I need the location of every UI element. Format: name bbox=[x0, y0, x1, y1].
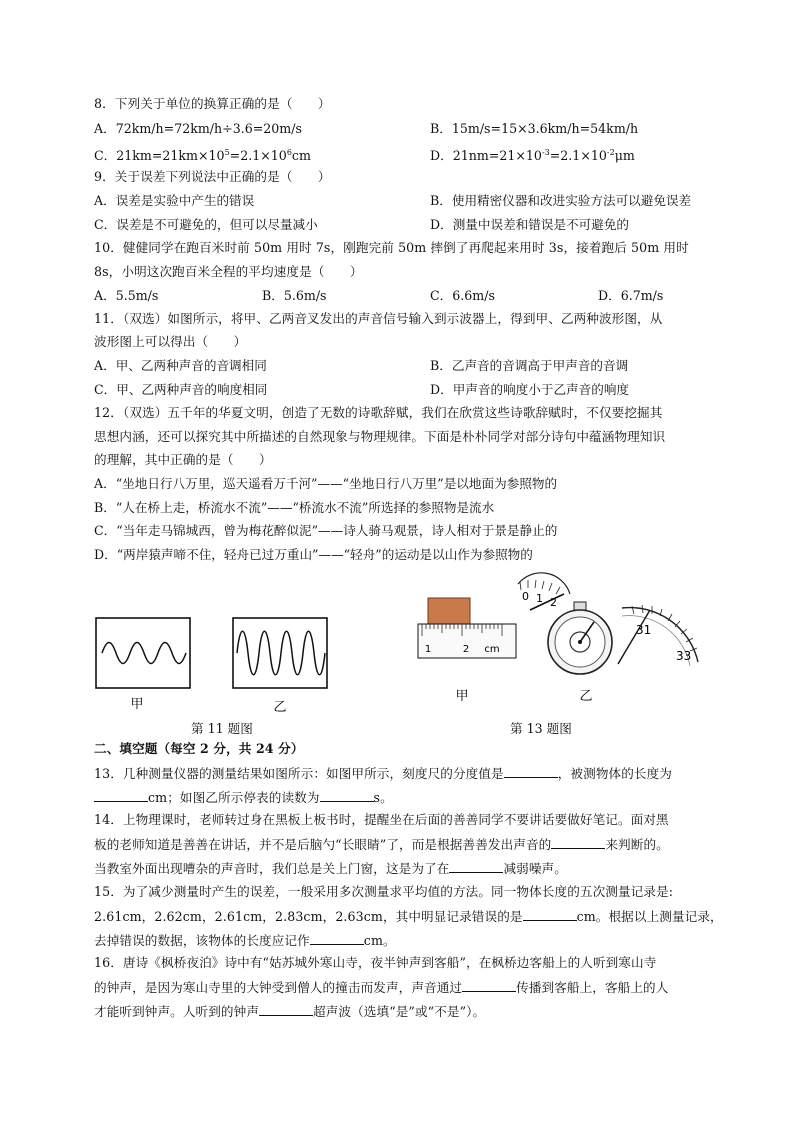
q16-blank-ultrasound[interactable] bbox=[259, 1003, 313, 1016]
q16-line3a: 才能听到钟声。人听到的钟声 bbox=[94, 1004, 260, 1019]
q14-line3b: 减弱噪声。 bbox=[503, 861, 567, 876]
q16-line2a: 的钟声，是因为寒山寺里的大钟受到僧人的撞击而发声，声音通过 bbox=[94, 980, 463, 995]
q15-line3b: cm。 bbox=[363, 933, 396, 948]
q9-stem: 9．关于误差下列说法中正确的是（ ） bbox=[94, 169, 331, 184]
q8-d-sup2: -2 bbox=[606, 148, 615, 157]
q12-line2: 思想内涵，还可以探究其中所描述的自然现象与物理规律。下面是朴朴同学对部分诗句中蕴涵物理知识 bbox=[94, 429, 666, 444]
q12-option-b: B．“人在桥上走，桥流水不流”——“桥流水不流”所选择的参照物是流水 bbox=[94, 500, 495, 515]
q11-line1: 11．（双选）如图所示，将甲、乙两音叉发出的声音信号输入到示波器上，得到甲、乙两种波形图，从 bbox=[94, 311, 663, 326]
q8-d-pre: D．21nm=21×10 bbox=[430, 148, 542, 164]
fig11-waveforms bbox=[90, 612, 340, 712]
q14-line2b: 来判断的。 bbox=[605, 837, 669, 852]
q8-d-post: μm bbox=[614, 148, 635, 164]
q13-blank-length[interactable] bbox=[94, 789, 148, 802]
q15-line3 bbox=[94, 932, 396, 949]
q12-option-c: C．“当年走马锦城西，曾为梅花醉似泥”——诗人骑马观景，诗人相对于景是静止的 bbox=[94, 523, 558, 538]
q14-line3a: 当教室外面出现嘈杂的声音时，我们总是关上门窗，这是为了在 bbox=[94, 861, 450, 876]
q13-part1: 13．几种测量仪器的测量结果如图所示：如图甲所示，刻度尺的分度值是 bbox=[94, 766, 504, 781]
q16-line3b: 超声波（选填“是”或“不是”）。 bbox=[313, 1004, 486, 1019]
q8-c-post: cm bbox=[291, 148, 311, 164]
q12-line3: 的理解，其中正确的是（ ） bbox=[94, 452, 272, 467]
q13-part4: s。 bbox=[373, 790, 393, 805]
stopwatch-hub bbox=[578, 640, 582, 644]
q13-line1 bbox=[94, 765, 672, 782]
q13-part3: cm；如图乙所示停表的读数为 bbox=[148, 790, 320, 805]
q11-line2: 波形图上可以得出（ ） bbox=[94, 334, 247, 349]
q8-c-pre: C．21km=21km×10 bbox=[94, 148, 225, 164]
q14-line1: 14．上物理课时，老师转过身在黑板上板书时，提醒坐在后面的善善同学不要讲话要做好笔记。面对黑 bbox=[94, 812, 669, 827]
q8-option-d bbox=[430, 145, 635, 164]
stopwatch-small-2: 2 bbox=[550, 596, 557, 609]
fig11-caption: 第 11 题图 bbox=[191, 721, 253, 736]
q10-option-d: D．6.7m/s bbox=[598, 288, 664, 303]
q15-line3a: 去掉错误的数据，该物体的长度应记作 bbox=[94, 933, 310, 948]
q15-blank-wrong[interactable] bbox=[523, 908, 577, 921]
stopwatch-small-1: 1 bbox=[536, 592, 543, 605]
q14-blank-path[interactable] bbox=[449, 860, 503, 873]
q8-stem: 8．下列关于单位的换算正确的是（ ） bbox=[94, 96, 331, 111]
q8-option-a: A．72km/h=72km/h÷3.6=20m/s bbox=[94, 121, 302, 136]
stopwatch-crown bbox=[574, 602, 586, 610]
q15-line1: 15．为了减少测量时产生的误差，一般采用多次测量求平均值的方法。同一物体长度的五次测量记录是: bbox=[94, 884, 674, 899]
q9-option-a: A．误差是实验中产生的错误 bbox=[94, 193, 255, 208]
stopwatch bbox=[518, 573, 698, 674]
q15-blank-length[interactable] bbox=[310, 932, 364, 945]
ruler-tick-2: 2 bbox=[462, 644, 470, 655]
stopwatch-large-33: 33 bbox=[676, 649, 692, 663]
q9-option-b: B．使用精密仪器和改进实验方法可以避免误差 bbox=[430, 193, 692, 208]
q8-d-sup1: -3 bbox=[541, 148, 550, 157]
q16-line1: 16．唐诗《枫桥夜泊》诗中有“姑苏城外寒山寺，夜半钟声到客船”，在枫桥边客船上的人听到寒山寺 bbox=[94, 955, 657, 970]
q10-option-a: A．5.5m/s bbox=[94, 288, 159, 303]
q15-line2 bbox=[94, 908, 723, 925]
measured-block bbox=[428, 598, 470, 624]
q10-line2: 8s，小明这次跑百米全程的平均速度是（ ） bbox=[94, 264, 363, 279]
q8-d-mid: =2.1×10 bbox=[549, 148, 607, 164]
section2-title: 二、填空题（每空 2 分，共 24 分） bbox=[94, 741, 304, 756]
q14-line2 bbox=[94, 836, 669, 853]
q14-line2a: 板的老师知道是善善在讲话，并不是后脑勺“长眼睛”了，而是根据善善发出声音的 bbox=[94, 837, 552, 852]
q14-line3 bbox=[94, 860, 567, 877]
wave-b-curve bbox=[237, 631, 325, 675]
q8-option-b: B．15m/s=15×3.6km/h=54km/h bbox=[430, 121, 639, 136]
q8-c-sup1: 5 bbox=[224, 148, 230, 157]
wave-a-frame bbox=[96, 618, 190, 688]
q16-blank-medium[interactable] bbox=[462, 979, 516, 992]
q11-option-a: A．甲、乙两种声音的音调相同 bbox=[94, 358, 267, 373]
q8-option-c bbox=[94, 145, 311, 164]
fig13-instruments bbox=[410, 572, 710, 712]
q13-part2: ，被测物体的长度为 bbox=[557, 766, 672, 781]
stopwatch-large-needle bbox=[618, 610, 650, 664]
q9-option-d: D．测量中误差和错误是不可避免的 bbox=[430, 217, 630, 232]
q13-blank-stopwatch[interactable] bbox=[320, 789, 374, 802]
wave-a-label: 甲 bbox=[130, 697, 144, 712]
q13-blank-division[interactable] bbox=[504, 765, 558, 778]
q9-option-c: C．误差是不可避免的，但可以尽量减小 bbox=[94, 217, 318, 232]
q16-line2b: 传播到客船上，客船上的人 bbox=[516, 980, 669, 995]
q10-option-b: B．5.6m/s bbox=[262, 288, 327, 303]
q11-option-b: B．乙声音的音调高于甲声音的音调 bbox=[430, 358, 629, 373]
q11-option-d: D．甲声音的响度小于乙声音的响度 bbox=[430, 382, 630, 397]
q11-option-c: C．甲、乙两种声音的响度相同 bbox=[94, 382, 268, 397]
ruler-tick-1: 1 bbox=[424, 644, 432, 655]
stopwatch-small-0: 0 bbox=[522, 590, 529, 603]
fig13-label-b: 乙 bbox=[579, 689, 593, 704]
wave-a-curve bbox=[102, 643, 186, 664]
wave-b-frame bbox=[233, 618, 327, 688]
q16-line2 bbox=[94, 979, 668, 996]
ruler-unit: cm bbox=[484, 644, 500, 655]
stopwatch-large-31: 31 bbox=[636, 623, 652, 637]
q12-option-d: D．“两岸猿声啼不住，轻舟已过万重山”——“轻舟”的运动是以山作为参照物的 bbox=[94, 547, 533, 562]
q13-line2 bbox=[94, 789, 393, 806]
q8-c-sup2: 6 bbox=[286, 148, 292, 157]
q10-line1: 10．健健同学在跑百米时前 50m 用时 7s，刚跑完前 50m 摔倒了再爬起来用时 3s，接着跑后 50m 用时 bbox=[94, 240, 689, 255]
q15-line2b: cm。根据以上测量记录， bbox=[576, 909, 723, 924]
q14-blank-feature[interactable] bbox=[551, 836, 605, 849]
q15-line2a: 2.61cm，2.62cm，2.61cm，2.83cm，2.63cm，其中明显记录错误的是 bbox=[94, 909, 523, 924]
wave-b-label: 乙 bbox=[273, 700, 287, 712]
q12-line1: 12．（双选）五千年的华夏文明，创造了无数的诗歌辞赋，我们在欣赏这些诗歌辞赋时，不仅要挖掘其 bbox=[94, 405, 663, 420]
fig13-label-a: 甲 bbox=[455, 689, 469, 704]
q8-c-mid: =2.1×10 bbox=[229, 148, 287, 164]
q10-option-c: C．6.6m/s bbox=[430, 288, 495, 303]
q16-line3 bbox=[94, 1003, 485, 1020]
q12-option-a: A．“坐地日行八万里，巡天遥看万千河”——“坐地日行八万里”是以地面为参照物的 bbox=[94, 476, 558, 491]
fig13-caption: 第 13 题图 bbox=[510, 721, 572, 736]
